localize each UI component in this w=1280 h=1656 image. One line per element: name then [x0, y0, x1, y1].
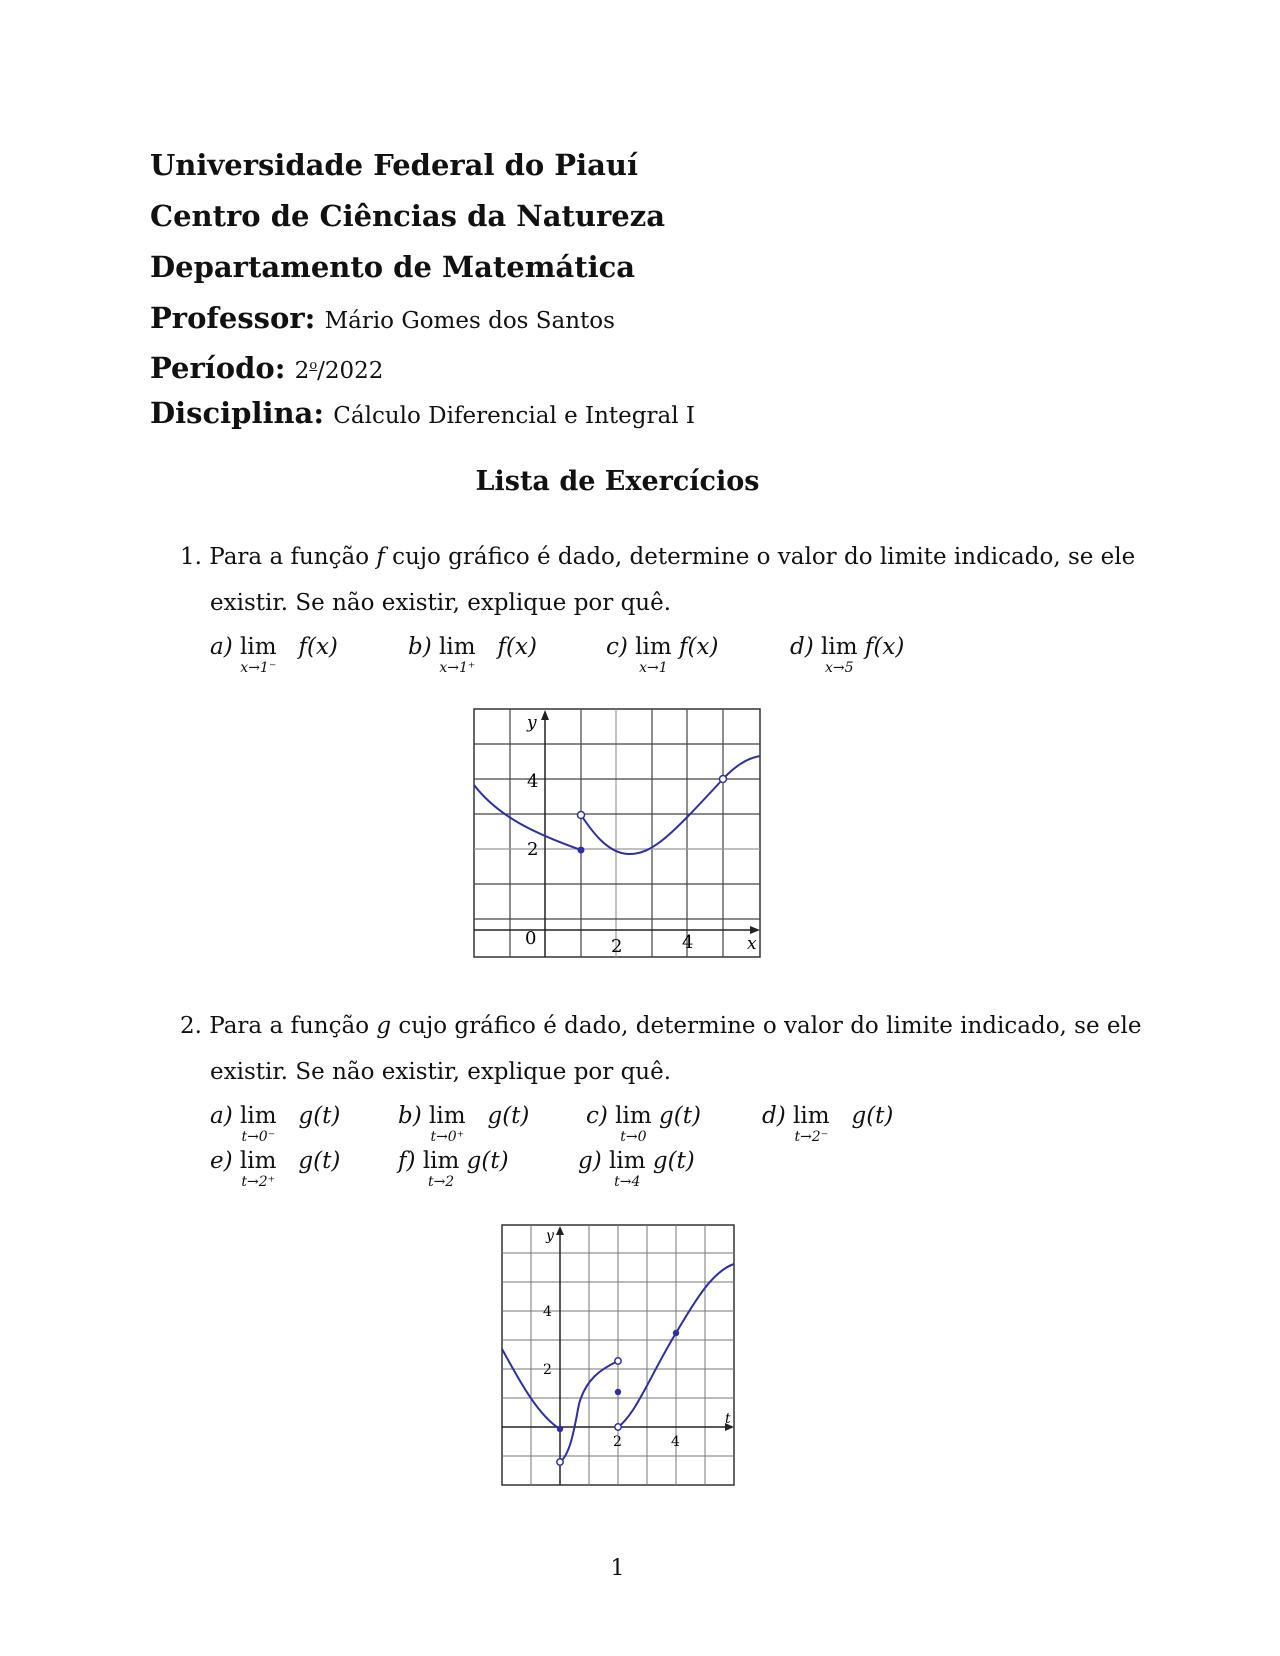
ex2-limit-d [762, 1103, 893, 1143]
limit-subscript: t→0⁺ [430, 1129, 465, 1145]
limit-subscript: t→2⁺ [241, 1174, 275, 1190]
graph-f-tick-x-0: 0 [525, 928, 537, 949]
limit-subscript: x→1 [639, 660, 668, 676]
limit-expression: f(x) [679, 634, 719, 660]
limit-letter: b) [398, 1103, 422, 1129]
graph-f-axis-x-label: x [747, 934, 757, 954]
page-number: 1 [610, 1556, 625, 1581]
graph-g [501, 1224, 737, 1488]
graph-g-closed-dot-t2 [615, 1389, 621, 1395]
limit-expression: g(t) [466, 1148, 509, 1174]
discipline-value: Cálculo Diferencial e Integral I [333, 403, 695, 429]
ex2-limit-a [210, 1103, 340, 1143]
limit-subscript: t→2 [427, 1174, 455, 1190]
exercise-1-fn: f [376, 544, 385, 570]
exercise-2-fn: g [376, 1013, 392, 1039]
limit-expression: f(x) [864, 634, 905, 660]
graph-f-tick-x-2: 2 [611, 936, 623, 957]
limit-subscript: t→2⁻ [794, 1129, 829, 1145]
graph-f-closed-dot [578, 847, 585, 854]
lim-operator: lim x→1 [635, 634, 672, 676]
limit-expression: f(x) [497, 634, 537, 660]
graph-f-tick-x-4: 4 [682, 932, 694, 953]
center-name: Centro de Ciências da Natureza [150, 199, 666, 233]
lim-operator: lim x→1⁻ [240, 634, 277, 676]
lim-operator: lim t→0 [615, 1103, 652, 1145]
limit-letter: f) [398, 1148, 416, 1174]
discipline-line [150, 396, 695, 430]
university-name: Universidade Federal do Piauí [150, 148, 639, 182]
limit-expression: g(t) [659, 1103, 701, 1129]
period-value [295, 358, 384, 384]
graph-g-open-dot-t0 [557, 1459, 563, 1465]
ex2-limit-e [210, 1148, 340, 1188]
period-line [150, 351, 383, 385]
graph-f [473, 708, 763, 960]
exercise-1-number: 1. [180, 544, 202, 570]
graph-g-open-dot-t2-top [615, 1358, 621, 1364]
limit-subscript: t→0⁻ [241, 1129, 276, 1145]
graph-f-tick-y-4: 4 [527, 771, 539, 792]
ex2-limit-g [578, 1148, 695, 1188]
graph-g-tick-x-2: 2 [613, 1434, 622, 1450]
limit-letter: a) [210, 1103, 233, 1129]
lim-operator: lim t→2⁺ [239, 1148, 277, 1190]
graph-f-open-dot-x5 [720, 776, 727, 783]
limit-subscript: x→1⁻ [240, 660, 277, 676]
exercise-1-text-a: Para a função [209, 544, 377, 570]
limit-letter: e) [210, 1148, 233, 1174]
graph-g-tick-x-4: 4 [671, 1434, 680, 1450]
limit-expression: g(t) [652, 1148, 695, 1174]
exercise-1-line-1 [180, 544, 1135, 570]
limit-letter: d) [762, 1103, 786, 1129]
ex1-limit-b [408, 634, 537, 674]
limit-subscript: t→4 [614, 1174, 641, 1190]
limit-subscript: x→1⁺ [439, 660, 476, 676]
professor-label: Professor: [150, 301, 316, 335]
period-label: Período: [150, 351, 286, 385]
limit-letter: d) [790, 634, 814, 660]
exercise-2-number: 2. [180, 1013, 202, 1039]
limit-subscript: x→5 [825, 660, 854, 676]
lim-operator: lim t→0⁻ [240, 1103, 277, 1145]
graph-g-axis-x-label: t [725, 1411, 731, 1427]
professor-value: Mário Gomes dos Santos [324, 308, 615, 334]
graph-f-tick-y-2: 2 [527, 839, 539, 860]
ex2-limit-b [398, 1103, 529, 1143]
graph-g-open-dot-t2-bottom [615, 1424, 621, 1430]
lim-operator: lim t→4 [609, 1148, 646, 1190]
limit-letter: b) [408, 634, 432, 660]
limit-expression: g(t) [298, 1103, 341, 1129]
exercise-2-line-1 [180, 1013, 1141, 1039]
ex1-limit-d [790, 634, 904, 674]
lim-operator: lim t→2⁻ [793, 1103, 830, 1145]
graph-g-axis-y-label: y [546, 1228, 554, 1244]
limit-letter: c) [586, 1103, 608, 1129]
professor-line [150, 301, 615, 335]
graph-f-axis-y-label: y [527, 713, 537, 733]
ex2-limit-c [586, 1103, 701, 1143]
graph-g-tick-y-4: 4 [543, 1304, 552, 1320]
lim-operator: lim x→5 [821, 634, 858, 676]
exercise-1-line-2: existir. Se não existir, explique por quê. [210, 590, 672, 616]
period-num: 2 [294, 358, 310, 384]
lim-operator: lim t→0⁺ [429, 1103, 466, 1145]
lim-operator: lim t→2 [422, 1148, 460, 1190]
ex2-limit-f [398, 1148, 509, 1188]
graph-f-open-dot [578, 812, 585, 819]
exercise-1-text-b: cujo gráfico é dado, determine o valor do limite indicado, se ele [384, 544, 1136, 570]
limit-letter: a) [210, 634, 233, 660]
ex1-limit-a [210, 634, 338, 674]
period-year: /2022 [317, 358, 384, 384]
exercise-2-text-a: Para a função [209, 1013, 377, 1039]
lim-operator: lim x→1⁺ [439, 634, 476, 676]
graph-g-tick-y-2: 2 [543, 1362, 552, 1378]
graph-g-closed-dot-t0 [557, 1426, 563, 1432]
limit-expression: g(t) [851, 1103, 894, 1129]
period-ordinal: o [309, 358, 318, 373]
limit-expression: g(t) [487, 1103, 530, 1129]
department-name: Departamento de Matemática [150, 250, 636, 284]
exercise-2-line-2: existir. Se não existir, explique por quê. [210, 1059, 672, 1085]
limit-expression: f(x) [298, 634, 338, 660]
limit-letter: c) [606, 634, 628, 660]
limit-letter: g) [578, 1148, 602, 1174]
limit-expression: g(t) [298, 1148, 341, 1174]
limit-subscript: t→0 [620, 1129, 647, 1145]
ex1-limit-c [606, 634, 718, 674]
page-title: Lista de Exercícios [475, 466, 760, 497]
graph-f-frame [474, 709, 760, 957]
exercise-2-text-b: cujo gráfico é dado, determine o valor do limite indicado, se ele [391, 1013, 1142, 1039]
graph-g-closed-dot-t4 [673, 1330, 679, 1336]
discipline-label: Disciplina: [150, 396, 325, 430]
